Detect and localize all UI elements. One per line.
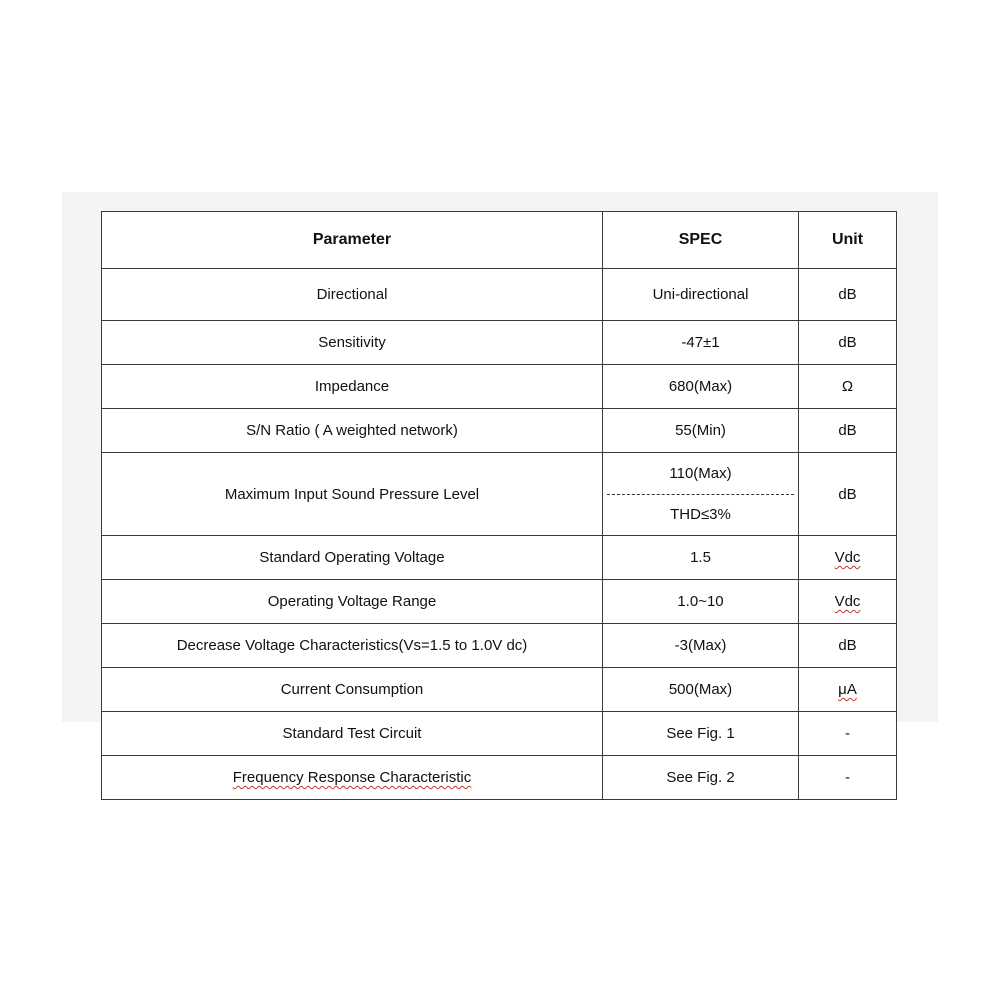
unit-cell <box>799 580 897 624</box>
header-parameter: Parameter <box>102 212 603 269</box>
spec-thd-value: THD≤3% <box>670 505 731 523</box>
table-row <box>102 536 897 580</box>
table-row <box>102 321 897 365</box>
parameter-cell: Impedance <box>102 365 603 409</box>
parameter-cell: Directional <box>102 269 603 321</box>
unit-cell: dB <box>799 624 897 668</box>
parameter-cell: Operating Voltage Range <box>102 580 603 624</box>
unit-cell: dB <box>799 321 897 365</box>
spec-cell: 55(Min) <box>603 409 799 453</box>
unit-cell: dB <box>799 269 897 321</box>
table-row <box>102 668 897 712</box>
parameter-cell: Current Consumption <box>102 668 603 712</box>
table-row <box>102 453 897 536</box>
parameter-cell: Standard Test Circuit <box>102 712 603 756</box>
unit-text: μA <box>838 681 857 698</box>
spec-cell: -47±1 <box>603 321 799 365</box>
parameter-cell: Decrease Voltage Characteristics(Vs=1.5 to 1.0V dc) <box>102 624 603 668</box>
spec-cell: 1.0~10 <box>603 580 799 624</box>
spec-cell: See Fig. 2 <box>603 756 799 800</box>
unit-cell <box>799 536 897 580</box>
spec-cell: 500(Max) <box>603 668 799 712</box>
header-unit: Unit <box>799 212 897 269</box>
spec-table <box>101 211 897 800</box>
table-row <box>102 580 897 624</box>
unit-cell: - <box>799 712 897 756</box>
unit-cell: Ω <box>799 365 897 409</box>
spec-cell: Uni-directional <box>603 269 799 321</box>
table-row <box>102 365 897 409</box>
spec-cell: 680(Max) <box>603 365 799 409</box>
table-row <box>102 712 897 756</box>
table-header-row <box>102 212 897 269</box>
spec-cell: See Fig. 1 <box>603 712 799 756</box>
unit-cell: - <box>799 756 897 800</box>
parameter-cell: Maximum Input Sound Pressure Level <box>102 453 603 536</box>
parameter-cell: S/N Ratio ( A weighted network) <box>102 409 603 453</box>
parameter-text: Frequency Response Characteristic <box>232 769 472 786</box>
spec-max-value: 110(Max) <box>607 454 794 495</box>
header-spec: SPEC <box>603 212 799 269</box>
spec-cell: -3(Max) <box>603 624 799 668</box>
unit-text: Vdc <box>834 593 861 610</box>
table-row <box>102 624 897 668</box>
parameter-cell: Sensitivity <box>102 321 603 365</box>
table-row <box>102 269 897 321</box>
unit-cell: dB <box>799 409 897 453</box>
unit-cell <box>799 668 897 712</box>
parameter-cell: Standard Operating Voltage <box>102 536 603 580</box>
parameter-cell <box>102 756 603 800</box>
table-row <box>102 756 897 800</box>
unit-text: Vdc <box>834 549 861 566</box>
spec-cell-split <box>603 453 799 536</box>
spec-cell: 1.5 <box>603 536 799 580</box>
unit-cell: dB <box>799 453 897 536</box>
table-row <box>102 409 897 453</box>
